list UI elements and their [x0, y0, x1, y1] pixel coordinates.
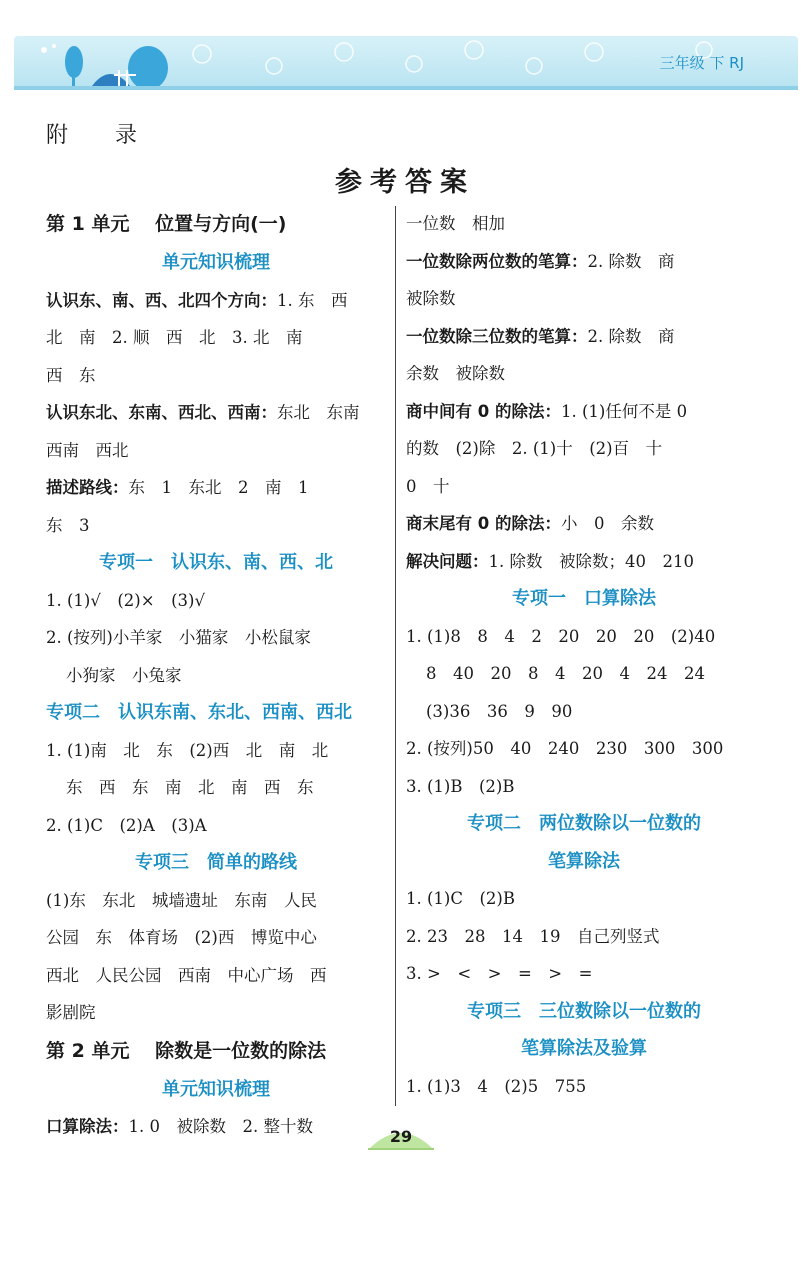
answer-line: (3)36 36 9 90	[426, 701, 573, 721]
section-heading: 专项一 口算除法	[512, 588, 656, 609]
answer-label: 描述路线：	[46, 478, 129, 497]
answer-text: 东北 东南	[277, 403, 360, 422]
answer-line: 东 3	[46, 515, 90, 535]
answer-line: 1. (1)√ (2)× (3)√	[46, 590, 205, 610]
section-heading: 专项二 认识东南、东北、西南、西北	[46, 702, 352, 723]
answer-line: 小狗家 小兔家	[66, 665, 182, 685]
answer-line	[406, 393, 762, 431]
left-column	[46, 205, 386, 1146]
answer-line: 2. 23 28 14 19 自己列竖式	[406, 926, 660, 946]
answer-line: 3. > < > = > =	[406, 964, 593, 983]
answer-text: 2. 除数 商	[587, 326, 675, 346]
answer-text: 小 0 余数	[560, 514, 654, 533]
answer-label: 一位数除三位数的笔算：	[406, 326, 588, 346]
answer-line: 2. (按列)50 40 240 230 300 300	[406, 739, 724, 758]
answer-line: 被除数	[406, 289, 456, 308]
answer-line: 0 十	[406, 476, 450, 496]
answer-line: 1. (1)8 8 4 2 20 20 20 (2)40	[406, 626, 716, 646]
section-heading: 专项三 简单的路线	[135, 852, 297, 873]
answer-text: 1. 除数 被除数；40 210	[488, 551, 694, 571]
answer-line	[406, 318, 762, 356]
answer-line: 1. (1)C (2)B	[406, 889, 515, 908]
answer-text: 东 1 东北 2 南 1	[128, 478, 309, 497]
answer-line: 东 西 东 南 北 南 西 东	[66, 778, 314, 797]
answer-line: 1. (1)3 4 (2)5 755	[406, 1076, 587, 1096]
answer-line	[46, 469, 386, 507]
answer-label: 商中间有 0 的除法：	[406, 401, 561, 421]
answer-line: 北 南 2. 顺 西 北 3. 北 南	[46, 328, 303, 347]
unit-2-heading: 第 2 单元 除数是一位数的除法	[46, 1039, 327, 1062]
answer-text: 1. (1)任何不是 0	[560, 401, 688, 421]
answer-text: 1. 0 被除数 2. 整十数	[128, 1117, 313, 1136]
answer-line: 西北 人民公园 西南 中心广场 西	[46, 965, 327, 985]
grade-label: 三年级 下 RJ	[659, 54, 744, 72]
answer-label: 解决问题：	[406, 551, 489, 571]
answer-line	[46, 1108, 386, 1146]
appendix-heading: 附 录	[46, 123, 157, 148]
answer-line: 公园 东 体育场 (2)西 博览中心	[46, 928, 317, 947]
answer-line: 8 40 20 8 4 20 4 24 24	[426, 664, 705, 683]
answer-line: 一位数 相加	[406, 214, 505, 233]
answer-line: 3. (1)B (2)B	[406, 776, 515, 796]
page-title: 参考答案	[335, 167, 475, 198]
answer-line: 2. (1)C (2)A (3)A	[46, 815, 207, 835]
answer-line	[406, 543, 762, 581]
page-number	[368, 1122, 434, 1152]
section-heading: 笔算除法	[548, 850, 620, 872]
answer-line: 的数 (2)除 2. (1)十 (2)百 十	[406, 439, 663, 458]
answer-text: 2. 除数 商	[587, 251, 675, 271]
answer-line: 西 东	[46, 365, 96, 385]
answer-line	[46, 282, 386, 320]
section-heading: 专项一 认识东、南、西、北	[99, 552, 333, 573]
answer-line: 西南 西北	[46, 440, 129, 460]
answer-line	[406, 243, 762, 281]
answer-line: 2. (按列)小羊家 小猫家 小松鼠家	[46, 628, 311, 647]
page-number-text: 29	[389, 1127, 413, 1146]
section-heading: 专项三 三位数除以一位数的	[467, 1000, 701, 1022]
answer-line	[406, 505, 762, 543]
answer-label: 认识东、南、西、北四个方向：	[46, 290, 277, 310]
unit-1-heading: 第 1 单元 位置与方向(一)	[46, 213, 287, 235]
answer-line: 余数 被除数	[406, 364, 505, 383]
answer-line: 1. (1)南 北 东 (2)西 北 南 北	[46, 740, 329, 760]
column-divider	[395, 206, 396, 1106]
section-heading: 专项二 两位数除以一位数的	[467, 813, 701, 834]
answer-text: 1. 东 西	[277, 290, 348, 310]
answer-line: (1)东 东北 城墙遗址 东南 人民	[46, 890, 317, 910]
section-heading: 单元知识梳理	[162, 1078, 270, 1100]
answer-line: 影剧院	[46, 1003, 96, 1022]
section-heading: 单元知识梳理	[162, 252, 270, 273]
right-column	[406, 205, 762, 1105]
answer-label: 认识东北、东南、西北、西南：	[46, 403, 277, 422]
answer-label: 商末尾有 0 的除法：	[406, 514, 561, 533]
answer-line	[46, 394, 386, 432]
answer-label: 口算除法：	[46, 1117, 129, 1136]
section-heading: 笔算除法及验算	[521, 1038, 647, 1059]
answer-label: 一位数除两位数的笔算：	[406, 251, 588, 271]
